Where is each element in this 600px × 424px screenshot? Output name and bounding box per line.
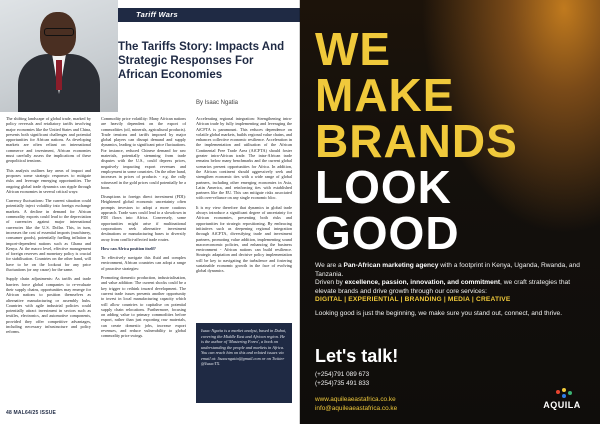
paragraph: Commodity price volatility: Many African nations are heavily dependent on the export of commodities (oil, minerals, agricultural products). Trade tensions and tariffs imposed by major global players can disrupt demand and supply dynamics, leading to significant price fluctuations. For instance, reduced Chinese demand for raw materials, potentially stemming from trade disputes with the U.S., could depress prices, negatively impacting export revenues and employment in some countries. On the other hand, increases in prices of products - e.g. the rally witnessed in the gold prices could potentially be a boon. (101, 116, 186, 190)
paragraph: Accelerating regional integration: Strengthening intra-African trade by fully implementing and leveraging the AfCFTA is paramount. This reduces dependence on volatile global markets, builds regional value chains, and enhances collective economic resilience. Acceleration in the implementation and utilisation of the African Continental Free Trade Area (AfCFTA) should foster greater intra-African trade. The intra-African trade remains below many benchmarks and the current global scenarios present opportunities for Africa. In addition, the African continent should aggressively seek and strengthen economic ties with a wide range of global partners, including other emerging economies in Asia, Latin America, and reinforcing ties with established partners like the EU. This can mitigate risks associated with over-reliance on any single economic bloc. (196, 116, 292, 201)
article-byline: By Isaac Ngatia (196, 100, 239, 106)
article-column-1 (6, 116, 91, 339)
article-column-2 (101, 116, 186, 343)
headline-line-4: LOOK (315, 161, 452, 213)
author-photo (0, 0, 118, 112)
article-title: The Tariffs Story: Impacts And Strategic Responses For African Economies (118, 41, 285, 81)
headline-line-2: MAKE (315, 69, 455, 121)
intro-text: , we craft strategies that elevate brands and drive growth through our core services: (315, 279, 571, 295)
section-tag: Tariff Wars (136, 10, 178, 19)
paragraph: It is my view therefore that dynamics in global trade always introduce a significant degree of uncertainty for African economies, presenting both risks and opportunities for strategic repositioning. By embracing initiatives such as deepening regional integration through AfCFTA, diversifying trade and investment partners, promoting value addition, implementing sound macroeconomic policies, and enhancing the business environment - African nations can build resilience. Strategic adaptation and decisive policy implementation will be key to navigating the turbulence and fostering sustainable economic growth in the face of evolving global dynamics. (196, 204, 292, 274)
article-title-box (118, 40, 292, 96)
intro-emphasis: Pan-African marketing agency (343, 262, 439, 269)
paragraph: The shifting landscape of global trade, marked by policy reversals and retaliatory tariffs involving major economies like the United States and China, presents both significant challenges and potential opportunities for African nations. As developing markets are often reliant on international commerce and investment, African economies must carefully assess the implications of these geopolitical tensions. (6, 116, 91, 164)
agency-intro (315, 262, 585, 296)
subheading: How can Africa position itself? (101, 245, 156, 251)
headline-line-1: WE (315, 23, 392, 75)
intro-text: We are a (315, 262, 344, 269)
aquila-logo (532, 386, 592, 416)
paragraph: Supply chain adjustments: As tariffs and trade barriers force global companies to re-evaluate their supply chains, opportunities may emerge for African nations to position themselves as alternative manufacturing or assembly hubs. Countries with agile industrial policies could potentially attract investment in sectors such as textiles, electronics, and automotive components, provided they offer competitive advantages, including necessary infrastructure and policy reforms. (6, 276, 91, 335)
intro-text: Driven by (315, 279, 345, 287)
email-link[interactable]: info@aquileaeastafrica.co.ke (315, 405, 398, 412)
paragraph: Promoting domestic production, industrialisation, and value addition: The current shocks could be a key trigger to rethink inward development. The current trade issues presents another opportunity to invest in local manufacturing capacity which will allow countries to capitalise on potential supply chain relocations. Furthermore, focusing on adding value to primary commodities before export, rather than just exporting raw materials, can create domestic jobs, increase export revenues, and reduce vulnerability to global commodity price swings. (101, 275, 186, 339)
photo-glasses (44, 28, 74, 36)
paragraph: This analysis outlines key areas of impact and proposes some strategic responses to mitigate risks and leverage emerging opportunities. The ongoing global trade dynamics can ripple through African economies in several critical ways: (6, 167, 91, 194)
article-column-3 (196, 116, 292, 278)
paragraph: Currency fluctuations: The current situation could potentially inject volatility into foreign exchange markets. A decline in demand for African commodity exports could lead to the depreciation of currencies against major international currencies like the U.S. Dollar. This, in turn, increases the cost of essential imports (machinery, consumer goods), potentially fuelling inflation in import-dependent nations such as Ghana and Kenya. At the macro level, effective management of foreign reserves and monetary policy is crucial for stabilisation. Countries on the other hand, will have to be on the lookout for any price fluctuations (or any cause) for the same. (6, 198, 91, 273)
advert-page (300, 0, 600, 424)
page-footer: 48 MAL64/25 ISSUE (6, 410, 57, 416)
paragraph: To effectively navigate this fluid and complex environment, African countries can adopt a range of proactive strategies: (101, 255, 186, 271)
services-list: DIGITAL | EXPERIENTIAL | BRANDING | MEDIA | CREATIVE (315, 296, 511, 303)
logo-wordmark: AQUILA (543, 400, 581, 410)
paragraph: Disruptions to foreign direct investment (FDI): Heightened global economic uncertainty often prompts investors to adopt a more cautious approach. Trade wars could lead to a slowdown in FDI flows into Africa. Conversely, some opportunities might arise if multinational corporations seek alternative investment destinations or manufacturing bases to diversify away from conflict-affected trade routes. (101, 194, 186, 242)
headline-line-3: BRANDS (315, 115, 518, 167)
cta-heading: Let's talk! (315, 346, 399, 366)
intro-emphasis: excellence, passion, innovation, and commitment (344, 279, 501, 287)
phone-number-1[interactable]: (+254)791 089 673 (315, 371, 370, 378)
intro-text: with a footprint in Kenya, Uganda, Rwanda, and Tanzania. (315, 262, 580, 278)
headline-line-5: GOOD (315, 207, 460, 259)
author-bio: Isaac Ngatia is a market analyst, based in Dubai, covering the Middle East and African region. He is the author of 'Mastering Forex', a book on understanding the people and markets in Africa. You can reach him on this and related issues via email at: lisaacngatia@gmail.com or on Twitter @IsaacTX. (196, 323, 292, 403)
agency-tagline: Looking good is just the beginning, we make sure you stand out, connect, and thrive. (315, 310, 563, 317)
website-link[interactable]: www.aquileaeastafrica.co.ke (315, 396, 396, 403)
phone-number-2[interactable]: (+254)735 491 833 (315, 380, 370, 387)
photo-tie (56, 60, 62, 90)
